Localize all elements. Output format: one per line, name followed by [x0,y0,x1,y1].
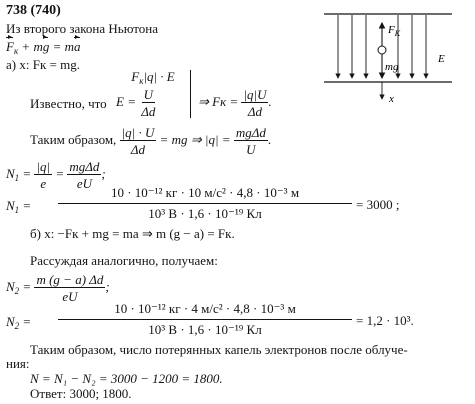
reasoning-text: Рассуждая аналогично, получаем: [30,253,218,268]
gravity-vector: g [42,39,50,54]
n1-result: = 3000 ; [356,197,400,212]
conclusion-line-2: ния: [6,356,30,371]
n1-formula: $N_1$ = $\frac{|q|}{e}$ = $\frac{\text{mgΔd}}{eU}$ ; [6,159,106,191]
brace-force-line: $F_к|q| \cdot E$ [131,69,175,86]
force-vector: F [6,39,14,54]
n2-calc-denominator: 10³ В · 1,6 · 10⁻¹⁹ Кл [148,322,262,337]
newton-vector-equation: $F_к$ + mg = ma [6,39,81,56]
brace-field-line: E = $\frac{U}{\Delta d}$ [116,87,156,119]
answer: Ответ: 3000; 1800. [30,386,132,401]
n2-formula: $N_2$ = $\frac{m (g - a) \Delta d}{eU}$ ; [6,272,110,304]
part-b-equation: б) x: −Fк + mg = ma ⇒ m (g − a) = Fк. [30,226,235,241]
system-bracket [190,70,191,118]
law-statement: Из второго закона Ньютона [6,21,158,36]
part-a-equation: а) x: Fк = mg. [6,57,80,72]
n1-fraction-bar [58,203,352,204]
n2-calc-label: $N_2$ = [6,314,32,331]
problem-number: 738 (740) [6,3,61,18]
final-equation: N = N₁ − N₂ = 3000 − 1200 = 1800. [30,371,223,386]
n1-calc-denominator: 10³ В · 1,6 · 10⁻¹⁹ Кл [148,206,262,221]
n2-result: = 1,2 · 10³. [356,313,414,328]
acceleration-vector: a [74,39,81,54]
known-result: ⇒ Fк = $\frac{|q|U}{\Delta d}$ . [198,87,272,119]
known-lead: Известно, что [30,96,107,111]
thus-equation: Таким образом, $\frac{|q| \cdot U}{\Delta d}$ = mg ⇒ |q| = $\frac{\text{mgΔd}}{U}$ . [30,125,272,157]
n2-calc-numerator: 10 · 10⁻¹² кг · 4 м/с² · 4,8 · 10⁻³ м [114,301,296,316]
oil-drop [378,46,386,54]
n2-fraction-bar [58,319,352,320]
axis-label: x [389,93,394,105]
force-label: $F_К$ [388,24,401,38]
n1-calc-label: $N_1$ = [6,198,32,215]
n1-calc-numerator: 10 · 10⁻¹² кг · 10 м/с² · 4,8 · 10⁻³ м [110,185,300,200]
field-label: E [438,53,445,65]
capacitor-diagram [322,6,468,108]
gravity-label: mg [385,61,399,73]
conclusion-line-1: Таким образом, число потерянных капель электронов после облуче- [30,342,408,357]
